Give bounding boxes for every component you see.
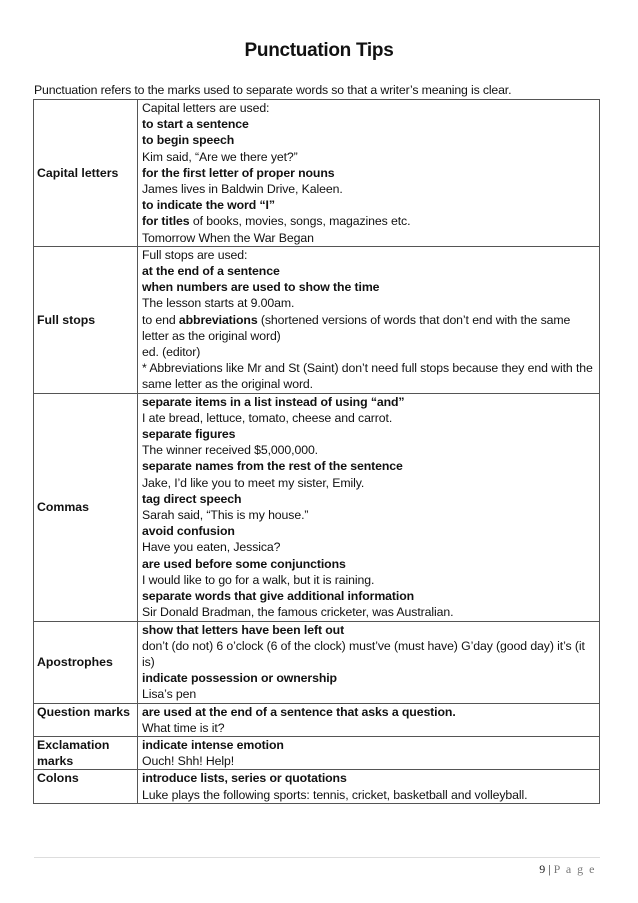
table-row: [34, 703, 600, 736]
row-content: [138, 246, 600, 393]
row-label: Question marks: [34, 703, 138, 736]
content-line: Lisa’s pen: [142, 687, 197, 702]
line-fragment: abbreviations: [178, 312, 258, 327]
row-content: [138, 736, 600, 769]
page-number: 9: [539, 862, 546, 876]
content-line: Ouch! Shh! Help!: [142, 754, 235, 769]
table-row: [34, 736, 600, 769]
content-line: Capital letters are used:: [142, 101, 270, 115]
punctuation-table: [33, 99, 600, 804]
line-fragment: of books, movies, songs, magazines etc.: [189, 214, 411, 229]
content-line: indicate intense emotion: [142, 737, 284, 752]
content-line: separate words that give additional information: [142, 589, 415, 604]
line-fragment: to end: [142, 312, 179, 327]
row-content: [138, 621, 600, 703]
content-line: separate names from the rest of the sentence: [142, 459, 403, 474]
row-content: [138, 703, 600, 736]
row-label: Capital letters: [34, 100, 138, 247]
row-content: [138, 100, 600, 247]
content-line: are used at the end of a sentence that asks a question.: [142, 704, 456, 719]
content-line: to start a sentence: [142, 117, 249, 132]
row-content: [138, 393, 600, 621]
content-line: avoid confusion: [142, 524, 235, 539]
content-line: don’t (do not) 6 o’clock (6 of the clock) must’ve (must have) G’day (good day) it’s (it is): [142, 638, 585, 669]
footer-divider: [34, 857, 600, 858]
content-line: at the end of a sentence: [142, 264, 280, 279]
content-line: The lesson starts at 9.00am.: [142, 296, 295, 311]
table-row: [34, 100, 600, 247]
content-line: * Abbreviations like Mr and St (Saint) don’t need full stops because they end with the same letter as the original word.: [142, 361, 593, 392]
content-line: [142, 213, 596, 229]
content-line: Sir Donald Bradman, the famous cricketer, was Australian.: [142, 605, 454, 620]
row-label: Exclamation marks: [34, 736, 138, 769]
line-fragment: for titles: [142, 214, 190, 229]
content-line: introduce lists, series or quotations: [142, 771, 347, 786]
content-line: when numbers are used to show the time: [142, 280, 380, 295]
content-line: ed. (editor): [142, 345, 201, 360]
row-content: [138, 770, 600, 803]
page-title: Punctuation Tips: [244, 40, 394, 61]
page-separator: |: [545, 862, 554, 876]
row-label: Full stops: [34, 246, 138, 393]
table-row: [34, 246, 600, 393]
content-line: separate figures: [142, 427, 236, 442]
intro-text: Punctuation refers to the marks used to separate words so that a writer’s meaning is clear.: [34, 83, 512, 97]
table-row: [34, 621, 600, 703]
content-line: What time is it?: [142, 720, 225, 735]
content-line: Luke plays the following sports: tennis, cricket, basketball and volleyball.: [142, 787, 528, 802]
content-line: separate items in a list instead of using “and”: [142, 394, 405, 409]
content-line: tag direct speech: [142, 491, 242, 506]
row-label: Colons: [34, 770, 138, 803]
table-row: [34, 393, 600, 621]
content-line: Tomorrow When the War Began: [142, 230, 314, 245]
content-line: Kim said, “Are we there yet?”: [142, 149, 298, 164]
content-line: Jake, I’d like you to meet my sister, Emily.: [142, 475, 365, 490]
content-line: [142, 312, 596, 344]
content-line: for the first letter of proper nouns: [142, 165, 335, 180]
content-line: Full stops are used:: [142, 247, 248, 262]
content-line: are used before some conjunctions: [142, 556, 346, 571]
content-line: Have you eaten, Jessica?: [142, 540, 281, 555]
line-fragment: (shortened versions of words that don’t end with the same letter as the original word): [142, 312, 571, 343]
content-line: indicate possession or ownership: [142, 671, 337, 686]
punctuation-table-body: [34, 100, 600, 804]
content-line: to begin speech: [142, 133, 235, 148]
page-word: P a g e: [553, 862, 596, 876]
content-line: James lives in Baldwin Drive, Kaleen.: [142, 182, 343, 197]
content-line: I would like to go for a walk, but it is raining.: [142, 572, 375, 587]
content-line: show that letters have been left out: [142, 622, 345, 637]
page-footer: [539, 862, 596, 877]
content-line: I ate bread, lettuce, tomato, cheese and carrot.: [142, 410, 393, 425]
table-row: [34, 770, 600, 803]
row-label: Commas: [34, 393, 138, 621]
row-label: Apostrophes: [34, 621, 138, 703]
content-line: The winner received $5,000,000.: [142, 443, 319, 458]
content-line: to indicate the word “I”: [142, 198, 275, 213]
content-line: Sarah said, “This is my house.”: [142, 508, 309, 523]
